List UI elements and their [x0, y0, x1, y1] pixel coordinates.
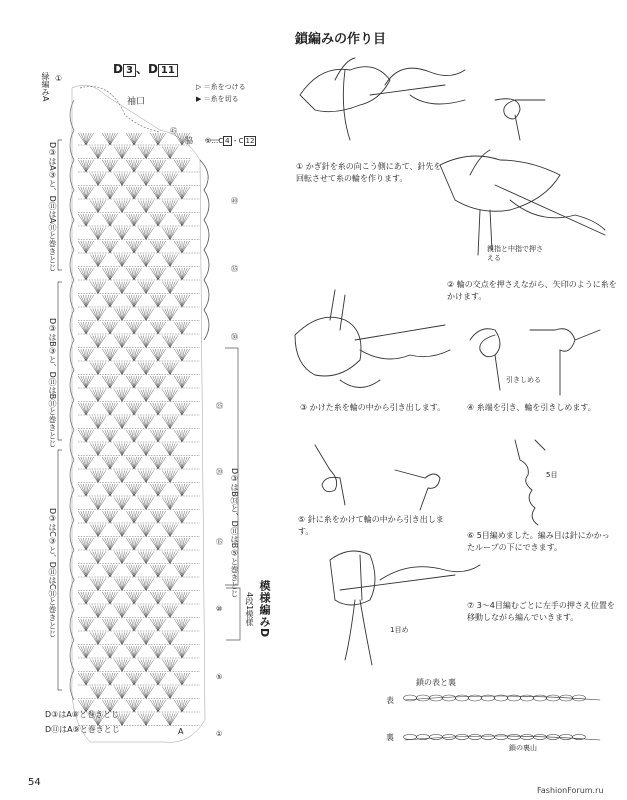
front-label: 表 — [386, 696, 394, 705]
back-label: 裏 — [386, 733, 394, 742]
side-label: 脇 — [185, 136, 193, 145]
back-ridge-label: 鎖の裏山 — [509, 744, 537, 752]
note-5: 5目 — [546, 471, 558, 479]
guide-title: 鎖編みの作り目 — [295, 32, 387, 47]
chain-link-front — [521, 695, 534, 701]
step-3: ③ かけた糸を輪の中から引き出します。 — [300, 403, 446, 412]
chain-link-front — [417, 695, 430, 701]
step-7: ⑦ 3〜4目編むごとに左手の押さえ位置を移動しながら編んでいきます。 — [467, 601, 615, 622]
chain-link-front — [456, 695, 469, 701]
chain-link-front — [547, 695, 560, 701]
chain-link-front — [404, 695, 417, 701]
bottom-a-label: A — [178, 727, 184, 736]
chain-link-back — [495, 734, 508, 739]
row-mark-25: ㉕ — [216, 402, 223, 410]
pattern-label: 模様編みD — [258, 580, 271, 639]
step-5: ⑤ 針に糸をかけて輪の中から引き出します。 — [298, 515, 444, 536]
chain-title: 鎖の表と裏 — [416, 678, 456, 687]
right-note-b: D③はB⑬と、D⑪はB⑤と巻きとじ — [230, 468, 239, 598]
chain-link-back — [573, 734, 586, 739]
row-mark-15: ⑮ — [216, 538, 223, 546]
row-mark-45: ㊺ — [170, 127, 177, 135]
chain-link-back — [508, 734, 521, 739]
row-mark-top: ① — [55, 74, 63, 83]
chart-header: D 3 、D 11 — [113, 60, 178, 77]
chain-link-back — [404, 734, 417, 739]
bottom-note-2: D⑪はA⑨と巻きとじ — [45, 725, 120, 734]
chain-link-front — [443, 695, 456, 701]
chain-link-back — [430, 734, 443, 739]
header-box-1: 3 — [123, 64, 136, 77]
chain-link-back — [482, 734, 495, 739]
note-pull: 引きしめる — [506, 376, 541, 384]
step-6: ⑥ 5目編めました。編み目は針にかかったループの下にできます。 — [467, 531, 610, 552]
legend-attach: ▷ ＝糸をつける — [196, 83, 246, 91]
chain-link-back — [560, 734, 573, 739]
row-mark-5: ⑤ — [216, 673, 223, 681]
left-note-c: D③はC③と、D⑪はC⑪と巻きとじ — [48, 508, 57, 638]
row-mark-40: ㊵ — [231, 197, 238, 205]
row-mark-20: ⑳ — [216, 468, 223, 476]
step-4: ④ 糸端を引き、輪を引きしめます。 — [467, 403, 596, 412]
row-mark-1: ① — [216, 730, 223, 738]
chain-link-front — [534, 695, 547, 701]
note-1: 1目め — [390, 626, 409, 634]
step-1: ① かぎ針を糸の向こう側にあて、針先を回転させて糸の輪を作ります。 — [296, 162, 442, 183]
step-2: ② 輪の交点を押さえながら、矢印のように糸をかけます。 — [447, 280, 617, 301]
pattern-sub: 4段1模様 — [245, 592, 254, 627]
page-number: 54 — [28, 777, 41, 788]
left-label-top: 緑編みA — [41, 72, 50, 102]
watermark: FashionForum.ru — [537, 786, 604, 795]
note-thumb: 親指と中指で押さえる — [487, 245, 543, 262]
header-box-2: 11 — [158, 64, 178, 77]
row-mark-10: ⑩ — [216, 605, 223, 613]
chain-link-front — [469, 695, 482, 701]
chain-link-back — [521, 734, 534, 739]
bottom-note-1: D③はA⑧と巻きとじ — [45, 710, 119, 719]
left-note-b: D③はB③と、D⑪はB⑪と巻きとじ — [48, 318, 57, 448]
left-note-a: D③はA③と、D⑪はA⑪と巻きとじ — [48, 142, 57, 272]
sleeve-label: 袖口 — [127, 97, 146, 107]
chain-link-back — [469, 734, 482, 739]
legend-cut: ▶ ＝糸を切る — [196, 95, 239, 103]
row-ref: ①…C 4 ・C 12 — [205, 137, 255, 145]
row-mark-30: ㉚ — [231, 333, 238, 341]
row-mark-35: ㉟ — [231, 265, 238, 273]
